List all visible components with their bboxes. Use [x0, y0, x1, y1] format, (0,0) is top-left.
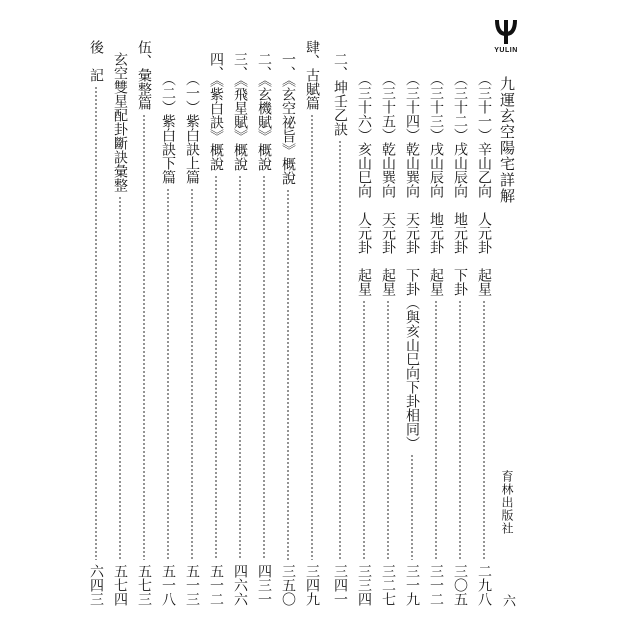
toc-entry-label: 四、《紫白訣》概說 [208, 52, 224, 171]
publisher-name: 育林出版社 [500, 470, 514, 535]
toc-entry [278, 52, 298, 606]
toc-leader-dots [435, 300, 437, 560]
toc-leader-dots [311, 114, 313, 560]
toc-entry [254, 52, 274, 606]
toc-entry [450, 72, 470, 606]
toc-entry-page: 三〇五 [452, 564, 468, 606]
toc-entry [134, 40, 154, 606]
toc-entry-label: （一）紫白訣上篇 [184, 72, 200, 184]
toc-entry-page: 四六六 [232, 564, 248, 606]
toc-entry-label: （三十一）辛山乙向 人元卦 起星 [476, 72, 492, 296]
toc-leader-dots [119, 196, 121, 560]
toc-leader-dots [191, 188, 193, 560]
toc-entry-page: 五一八 [160, 564, 176, 606]
toc-leader-dots [239, 175, 241, 560]
toc-entry-label: 肆、古賦篇 [304, 40, 320, 110]
toc-entry-page: 六四三 [88, 564, 104, 606]
toc-entry-page: 三一九 [404, 564, 420, 606]
toc-leader-dots [339, 140, 341, 560]
toc-entry-label: （三十三）戌山辰向 地元卦 起星 [428, 72, 444, 296]
toc-entry-label: （三十五）乾山巽向 天元卦 起星 [380, 72, 396, 296]
toc-entry-page: 二九八 [476, 564, 492, 606]
toc-entry [378, 72, 398, 606]
toc-leader-dots [95, 86, 97, 560]
toc-leader-dots [411, 454, 413, 560]
toc-entry-label: （三十二）戌山辰向 地元卦 下卦 [452, 72, 468, 296]
running-head-title: 九運玄空陽宅詳解 [498, 76, 516, 204]
toc-entry [426, 72, 446, 606]
toc-entry-page: 四三一 [256, 564, 272, 606]
toc-entry-page: 三二七 [380, 564, 396, 606]
page-number: 六 [500, 594, 515, 607]
yulin-logo-icon [491, 16, 521, 46]
toc-entry-label: （二）紫白訣下篇 [160, 72, 176, 184]
toc-entry-page: 三三四 [356, 564, 372, 606]
toc-entry-page: 五一二 [208, 564, 224, 606]
toc-leader-dots [143, 114, 145, 560]
publisher-logo [488, 16, 524, 60]
toc-leader-dots [263, 175, 265, 560]
toc-entry [110, 52, 130, 606]
toc-entry-label: 伍、彙整篇 [136, 40, 152, 110]
toc-entry-label: （三十四）乾山巽向 天元卦 下卦（與亥山巳向下卦相同） [404, 72, 420, 450]
toc-entry [230, 52, 250, 606]
toc-entry [86, 40, 106, 606]
toc-entry-label: 三、《飛星賦》概說 [232, 52, 248, 171]
toc-leader-dots [483, 300, 485, 560]
toc-leader-dots [363, 300, 365, 560]
toc-entry [330, 52, 350, 606]
toc-entry-page: 五七四 [112, 564, 128, 606]
toc-entry [302, 40, 322, 606]
toc-entry-page: 三四九 [304, 564, 320, 606]
toc-entry-label: 二、坤壬乙訣 [332, 52, 348, 136]
toc-entry-page: 三四一 [332, 564, 348, 606]
toc-entry-page: 三五〇 [280, 564, 296, 606]
toc-entry [158, 72, 178, 606]
toc-entry-page: 三一二 [428, 564, 444, 606]
toc-leader-dots [215, 175, 217, 560]
toc-entry-label: 一、《玄空祕旨》概說 [280, 52, 296, 185]
toc-leader-dots [459, 300, 461, 560]
toc-entry-label: 後 記 [88, 40, 104, 82]
toc-entry-label: 玄空雙星配卦斷訣彙整 [112, 52, 128, 192]
toc-entry-page: 五一三 [184, 564, 200, 606]
toc-entry [474, 72, 494, 606]
toc-entry [206, 52, 226, 606]
logo-text: YULIN [494, 47, 518, 54]
toc-entry [354, 72, 374, 606]
toc-entry-page: 五七三 [136, 564, 152, 606]
toc-entry [402, 72, 422, 606]
toc-leader-dots [387, 300, 389, 560]
toc-leader-dots [167, 188, 169, 560]
toc-entry-label: 二、《玄機賦》概說 [256, 52, 272, 171]
toc-entry [182, 72, 202, 606]
toc-leader-dots [287, 189, 289, 560]
toc-entry-label: （三十六）亥山巳向 人元卦 起星 [356, 72, 372, 296]
